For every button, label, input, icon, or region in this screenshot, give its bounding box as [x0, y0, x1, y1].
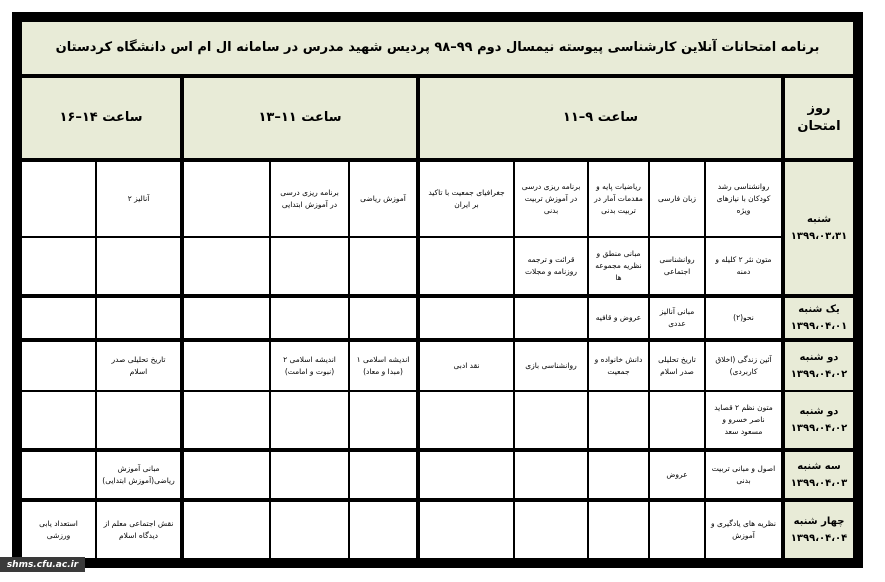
exam-cell: [271, 298, 348, 338]
exam-cell: متون نظم ۲ قصاید ناصر خسرو و مسعود سعد: [706, 392, 781, 448]
exam-cell: آئین زندگی (اخلاق کاربردی): [706, 342, 781, 390]
exam-cell: ریاضیات پایه و مقدمات آمار در تربیت بدنی: [589, 162, 648, 236]
exam-cell: [350, 502, 416, 558]
exam-cell: مبانی آنالیز عددی: [650, 298, 704, 338]
exam-cell: [515, 502, 587, 558]
exam-cell: مبانی منطق و نظریه مجموعه ها: [589, 238, 648, 294]
exam-cell: [22, 392, 95, 448]
exam-cell: متون نثر ۲ کلیله و دمنه: [706, 238, 781, 294]
exam-cell: [589, 452, 648, 498]
exam-cell: [184, 392, 269, 448]
day-cell: یک شنبه ۱۳۹۹،۰۴،۰۱: [785, 298, 853, 338]
day-cell: شنبه ۱۳۹۹،۰۳،۳۱: [785, 162, 853, 294]
exam-cell: نظریه های یادگیری و آموزش: [706, 502, 781, 558]
exam-cell: استعداد یابی ورزشی: [22, 502, 95, 558]
day-cell: چهار شنبه ۱۳۹۹،۰۴،۰۴: [785, 502, 853, 558]
exam-cell: [350, 298, 416, 338]
exam-cell: روانشناسی رشد کودکان با نیازهای ویژه: [706, 162, 781, 236]
exam-cell: [589, 502, 648, 558]
exam-cell: [350, 392, 416, 448]
exam-cell: [184, 162, 269, 236]
table-title: برنامه امتحانات آنلاین کارشناسی پیوسته نیمسال دوم ۹۹–۹۸ پردیس شهید مدرس در سامانه ال ام اس دانشگاه کردستان: [22, 22, 853, 74]
exam-cell: تاریخ تحلیلی صدر اسلام: [650, 342, 704, 390]
exam-cell: [420, 502, 513, 558]
exam-cell: [184, 342, 269, 390]
exam-cell: [271, 452, 348, 498]
exam-cell: [97, 238, 180, 294]
exam-cell: [22, 238, 95, 294]
header-day: روز امتحان: [785, 78, 853, 158]
exam-cell: [184, 238, 269, 294]
exam-cell: برنامه ریزی درسی در آموزش ابتدایی: [271, 162, 348, 236]
exam-cell: تاریخ تحلیلی صدر اسلام: [97, 342, 180, 390]
exam-cell: نقد ادبی: [420, 342, 513, 390]
exam-cell: قرائت و ترجمه روزنامه و مجلات: [515, 238, 587, 294]
exam-cell: [420, 452, 513, 498]
header-slot-9-11: ساعت ۹–۱۱: [420, 78, 781, 158]
exam-cell: روانشناسی اجتماعی: [650, 238, 704, 294]
exam-cell: اندیشه اسلامی ۲ (نبوت و امامت): [271, 342, 348, 390]
exam-cell: [650, 502, 704, 558]
exam-cell: [420, 238, 513, 294]
exam-cell: زبان فارسی: [650, 162, 704, 236]
exam-cell: [420, 392, 513, 448]
exam-cell: [515, 392, 587, 448]
exam-cell: اندیشه اسلامی ۱ (مبدا و معاد): [350, 342, 416, 390]
exam-cell: دانش خانواده و جمعیت: [589, 342, 648, 390]
exam-cell: [589, 392, 648, 448]
exam-cell: [97, 298, 180, 338]
exam-cell: [97, 392, 180, 448]
day-cell: دو شنبه ۱۳۹۹،۰۴،۰۲: [785, 392, 853, 448]
exam-cell: روانشناسی بازی: [515, 342, 587, 390]
exam-cell: آموزش ریاضی: [350, 162, 416, 236]
exam-cell: [271, 392, 348, 448]
exam-cell: [22, 342, 95, 390]
header-slot-14-16: ساعت ۱۴–۱۶: [22, 78, 180, 158]
exam-cell: عروض: [650, 452, 704, 498]
exam-cell: [22, 298, 95, 338]
exam-cell: [515, 452, 587, 498]
site-watermark: shms.cfu.ac.ir: [0, 557, 85, 572]
exam-cell: نقش اجتماعی معلم از دیدگاه اسلام: [97, 502, 180, 558]
day-cell: دو شنبه ۱۳۹۹،۰۴،۰۲: [785, 342, 853, 390]
exam-cell: [184, 502, 269, 558]
exam-cell: [22, 162, 95, 236]
exam-cell: مبانی آموزش ریاضی(آموزش ابتدایی): [97, 452, 180, 498]
exam-cell: [184, 298, 269, 338]
exam-cell: برنامه ریزی درسی در آموزش تربیت بدنی: [515, 162, 587, 236]
day-cell: سه شنبه ۱۳۹۹،۰۴،۰۳: [785, 452, 853, 498]
exam-cell: نحو(۲): [706, 298, 781, 338]
exam-cell: [650, 392, 704, 448]
exam-cell: [350, 452, 416, 498]
exam-cell: [271, 502, 348, 558]
header-slot-11-13: ساعت ۱۱–۱۳: [184, 78, 416, 158]
exam-cell: عروض و قافیه: [589, 298, 648, 338]
exam-cell: اصول و مبانی تربیت بدنی: [706, 452, 781, 498]
exam-cell: [22, 452, 95, 498]
schedule-table: [12, 12, 863, 568]
exam-cell: جغرافیای جمعیت با تاکید بر ایران: [420, 162, 513, 236]
exam-cell: [184, 452, 269, 498]
exam-cell: [420, 298, 513, 338]
exam-cell: [271, 238, 348, 294]
exam-cell: آنالیز ۲: [97, 162, 180, 236]
exam-cell: [350, 238, 416, 294]
exam-cell: [515, 298, 587, 338]
